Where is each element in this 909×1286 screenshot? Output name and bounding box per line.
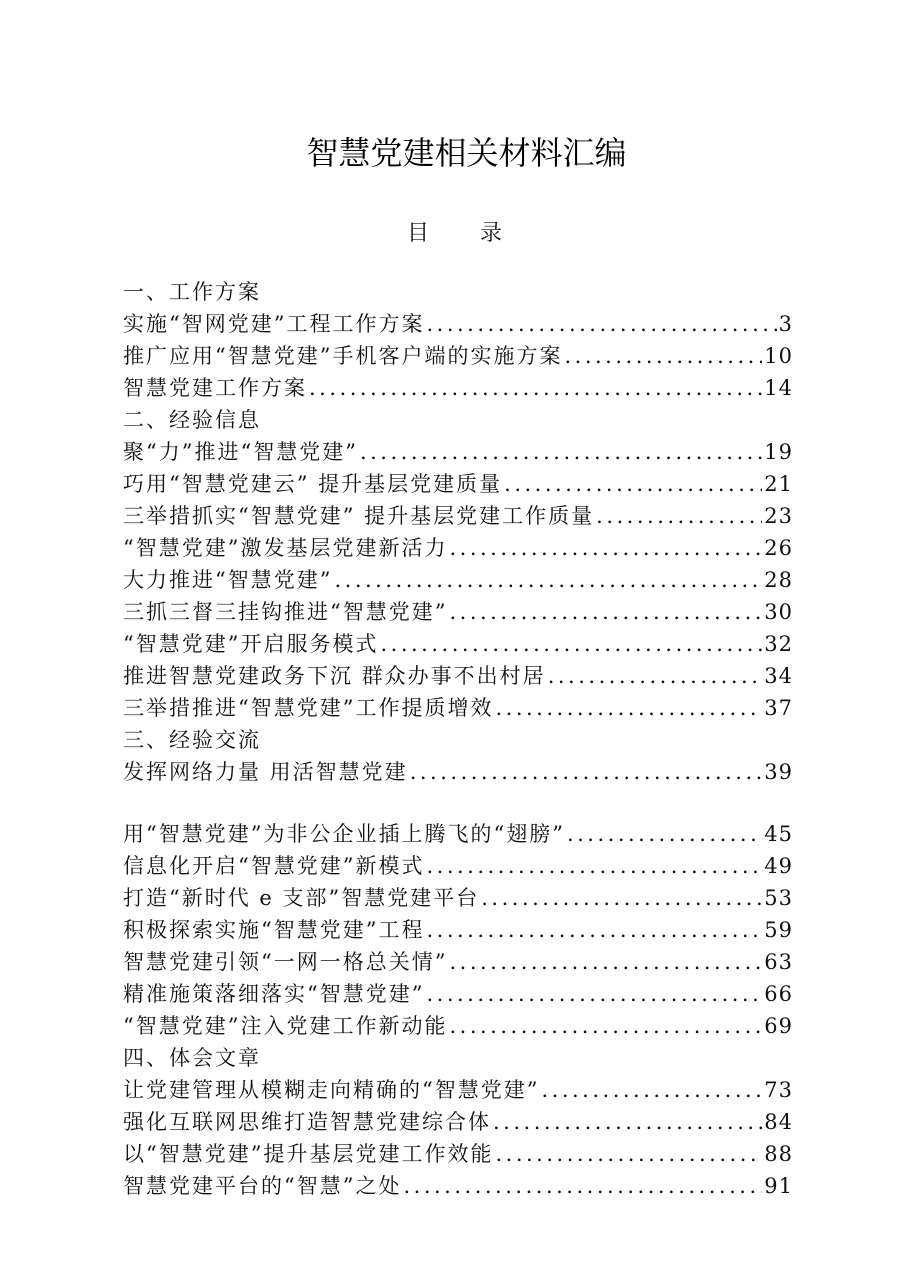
toc-entry-label: 强化互联网思维打造智慧党建综合体 xyxy=(123,1110,491,1134)
page-title: 智慧党建相关材料汇编 xyxy=(306,134,627,172)
toc-entry[interactable] xyxy=(123,1170,793,1202)
toc-section-heading xyxy=(123,724,793,756)
toc-page-number: 84 xyxy=(764,1110,793,1134)
toc-entry-label: 三举措抓实“智慧党建” 提升基层党建工作质量 xyxy=(123,504,595,528)
toc-section-label: 三、经验交流 xyxy=(123,728,261,752)
toc-leader-dots xyxy=(449,532,762,564)
toc-section-label: 一、工作方案 xyxy=(123,280,261,304)
toc-entry[interactable] xyxy=(123,628,793,660)
toc-entry[interactable] xyxy=(123,436,793,468)
toc-page-number: 26 xyxy=(764,536,793,560)
toc-leader-dots xyxy=(360,436,762,468)
toc-entry[interactable] xyxy=(123,1074,793,1106)
toc-entry-label: 以“智慧党建”提升基层党建工作效能 xyxy=(123,1142,494,1166)
toc-entry-label: “智慧党建”开启服务模式 xyxy=(123,632,379,656)
toc-page-number: 45 xyxy=(764,822,793,846)
toc-page-number: 91 xyxy=(764,1174,793,1198)
toc-leader-dots xyxy=(449,596,762,628)
toc-page-number: 23 xyxy=(764,504,793,528)
toc-entry[interactable] xyxy=(123,818,793,850)
toc-heading-right: 录 xyxy=(480,221,503,246)
toc-page-number: 28 xyxy=(764,568,793,592)
toc-entry[interactable] xyxy=(123,946,793,978)
toc-page-number: 88 xyxy=(764,1142,793,1166)
toc-entry-label: 推广应用“智慧党建”手机客户端的实施方案 xyxy=(123,344,563,368)
toc-page-number: 66 xyxy=(764,982,793,1006)
toc-entry[interactable] xyxy=(123,882,793,914)
toc-section-heading xyxy=(123,276,793,308)
toc-entry-label: 智慧党建工作方案 xyxy=(123,376,307,400)
toc-page-number: 21 xyxy=(764,472,793,496)
toc-entry[interactable] xyxy=(123,308,793,340)
toc-page-number: 49 xyxy=(764,854,793,878)
toc-entry[interactable] xyxy=(123,532,793,564)
toc-entry[interactable] xyxy=(123,1138,793,1170)
toc-section-label: 四、体会文章 xyxy=(123,1046,261,1070)
toc-leader-dots xyxy=(380,628,762,660)
toc-heading xyxy=(0,216,909,247)
toc-leader-dots xyxy=(596,500,762,532)
toc-page-number: 59 xyxy=(764,918,793,942)
toc-entry[interactable] xyxy=(123,500,793,532)
toc-page-number: 39 xyxy=(764,760,793,784)
toc-entry[interactable] xyxy=(123,978,793,1010)
toc-leader-dots xyxy=(449,946,762,978)
toc-entry-label: 用“智慧党建”为非公企业插上腾飞的“翅膀” xyxy=(123,822,565,846)
toc-leader-dots xyxy=(426,978,762,1010)
toc-entry[interactable] xyxy=(123,340,793,372)
toc-leader-dots xyxy=(495,1138,762,1170)
toc-entry-label: 推进智慧党建政务下沉 群众办事不出村居 xyxy=(123,664,546,688)
toc-section-label: 二、经验信息 xyxy=(123,408,261,432)
toc-entry[interactable] xyxy=(123,756,793,788)
toc-entry[interactable] xyxy=(123,564,793,596)
toc-page-number: 3 xyxy=(778,312,793,336)
toc-entry-label: 让党建管理从模糊走向精确的“智慧党建” xyxy=(123,1078,540,1102)
toc-section-heading xyxy=(123,404,793,436)
toc-spacer xyxy=(123,788,793,818)
toc-entry-label: 打造“新时代 e 支部”智慧党建平台 xyxy=(123,886,480,910)
toc-leader-dots xyxy=(426,308,776,340)
toc-entry-label: 积极探索实施“智慧党建”工程 xyxy=(123,918,425,942)
toc-entry-label: 发挥网络力量 用活智慧党建 xyxy=(123,760,408,784)
toc-leader-dots xyxy=(334,564,762,596)
toc-entry-label: 大力推进“智慧党建” xyxy=(123,568,333,592)
toc-leader-dots xyxy=(426,914,762,946)
toc-entry-label: 三举措推进“智慧党建”工作提质增效 xyxy=(123,696,494,720)
toc-leader-dots xyxy=(541,1074,762,1106)
toc-page-number: 69 xyxy=(764,1014,793,1038)
toc-entry-label: 智慧党建引领“一网一格总关情” xyxy=(123,950,448,974)
toc-entry-label: “智慧党建”注入党建工作新动能 xyxy=(123,1014,448,1038)
toc-page-number: 53 xyxy=(764,886,793,910)
toc-entry-label: 信息化开启“智慧党建”新模式 xyxy=(123,854,425,878)
toc-leader-dots xyxy=(481,882,762,914)
toc-page-number: 19 xyxy=(764,440,793,464)
toc-entry[interactable] xyxy=(123,1106,793,1138)
toc-page-number: 63 xyxy=(764,950,793,974)
toc-page-number: 34 xyxy=(764,664,793,688)
toc-leader-dots xyxy=(309,372,762,404)
toc-leader-dots xyxy=(426,850,762,882)
toc-page-number: 30 xyxy=(764,600,793,624)
toc-leader-dots xyxy=(403,1170,762,1202)
toc-entry[interactable] xyxy=(123,1010,793,1042)
toc-leader-dots xyxy=(495,692,762,724)
toc-page-number: 73 xyxy=(764,1078,793,1102)
toc-page-number: 10 xyxy=(764,344,793,368)
toc-entry-label: 三抓三督三挂钩推进“智慧党建” xyxy=(123,600,448,624)
toc-leader-dots xyxy=(567,818,762,850)
toc-leader-dots xyxy=(493,1106,762,1138)
toc-entry[interactable] xyxy=(123,596,793,628)
toc-heading-left: 目 xyxy=(406,221,429,246)
toc-entry[interactable] xyxy=(123,914,793,946)
toc-entry-label: 实施“智网党建”工程工作方案 xyxy=(123,312,425,336)
toc-leader-dots xyxy=(449,1010,762,1042)
toc-page-number: 14 xyxy=(764,376,793,400)
toc-entry[interactable] xyxy=(123,850,793,882)
toc-entry[interactable] xyxy=(123,468,793,500)
toc-entry-label: 精准施策落细落实“智慧党建” xyxy=(123,982,425,1006)
toc-page-number: 32 xyxy=(764,632,793,656)
toc-leader-dots xyxy=(504,468,762,500)
toc-entry-label: 智慧党建平台的“智慧”之处 xyxy=(123,1174,402,1198)
toc-entry[interactable] xyxy=(123,692,793,724)
toc-entry[interactable] xyxy=(123,660,793,692)
toc-entry-label: 巧用“智慧党建云” 提升基层党建质量 xyxy=(123,472,503,496)
toc-leader-dots xyxy=(548,660,763,692)
toc-leader-dots xyxy=(564,340,762,372)
table-of-contents xyxy=(123,276,793,1202)
toc-leader-dots xyxy=(410,756,763,788)
toc-entry[interactable] xyxy=(123,372,793,404)
toc-entry-label: “智慧党建”激发基层党建新活力 xyxy=(123,536,448,560)
toc-section-heading xyxy=(123,1042,793,1074)
toc-page-number: 37 xyxy=(764,696,793,720)
toc-entry-label: 聚“力”推进“智慧党建” xyxy=(123,440,358,464)
